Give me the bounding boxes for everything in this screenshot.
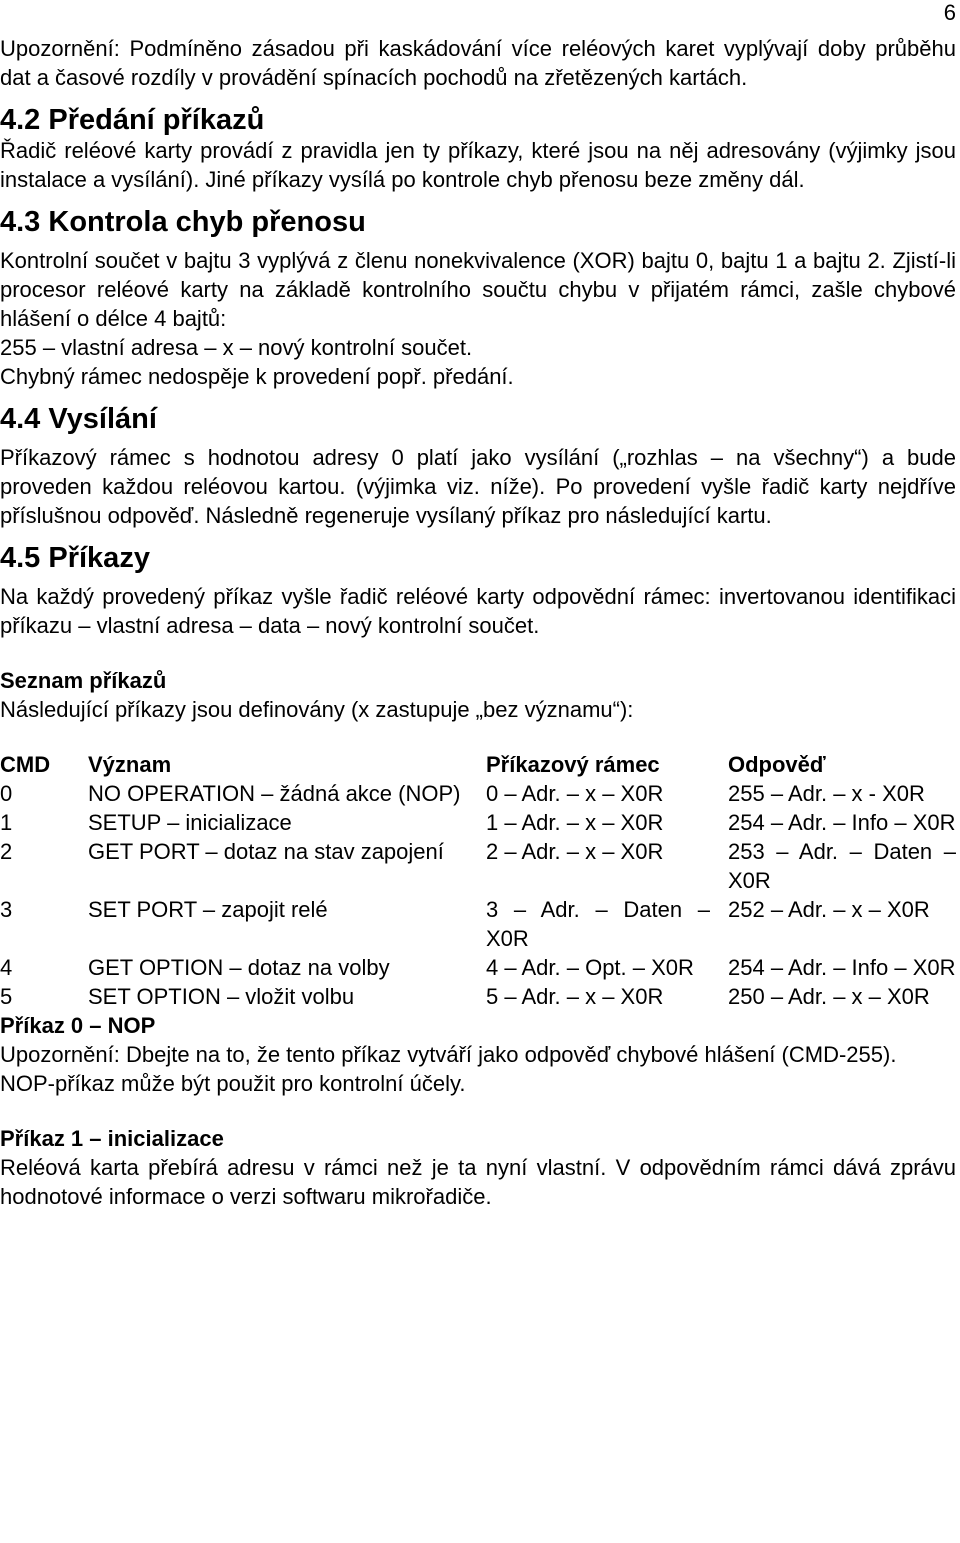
table-row <box>0 895 956 953</box>
table-row <box>0 953 956 982</box>
section-4-2-heading: 4.2 Předání příkazů <box>0 104 265 136</box>
cell-frame: 4 – Adr. – Opt. – X0R <box>486 955 694 980</box>
command-table-header <box>0 750 956 779</box>
cell-meaning: SET PORT – zapojit relé <box>88 897 328 922</box>
cell-response: 254 – Adr. – Info – X0R <box>728 810 956 835</box>
section-4-4-body: Příkazový rámec s hodnotou adresy 0 platí jako vysílání („rozhlas – na všechny“) a bude proveden každou reléovou kartou. (výjimka viz. níže). Po provedení vyšle řadič karty nejdříve příslušnou odpověď. Následně regeneruje vysílaný příkaz pro následující kartu. <box>0 445 956 528</box>
command-table <box>0 750 956 1011</box>
cell-frame: 0 – Adr. – x – X0R <box>486 781 664 806</box>
table-row <box>0 779 956 808</box>
cmd-1-body: Reléová karta přebírá adresu v rámci než je ta nyní vlastní. V odpovědním rámci dává zprávu hodnotové informace o verzi softwaru mikrořadiče. <box>0 1155 956 1209</box>
cell-cmd: 3 <box>0 897 13 922</box>
cell-cmd: 2 <box>0 839 13 864</box>
table-row <box>0 982 956 1011</box>
cell-frame: 2 – Adr. – x – X0R <box>486 839 664 864</box>
section-4-5-heading: 4.5 Příkazy <box>0 542 150 574</box>
column-header-response: Odpověď <box>728 752 826 777</box>
cmd-0-note: Upozornění: Dbejte na to, že tento příkaz vytváří jako odpověď chybové hlášení (CMD-255). <box>0 1042 897 1067</box>
cmd-1-heading: Příkaz 1 – inicializace <box>0 1126 224 1151</box>
section-4-2-body: Řadič reléové karty provádí z pravidla jen ty příkazy, které jsou na něj adresovány (výjimky jsou instalace a vysílání). Jiné příkazy vysílá po kontrole chyb přenosu beze změny dál. <box>0 138 956 192</box>
page-number: 6 <box>943 0 956 25</box>
cmd-0-heading: Příkaz 0 – NOP <box>0 1013 156 1038</box>
column-header-cmd: CMD <box>0 752 51 777</box>
cell-cmd: 4 <box>0 955 13 980</box>
command-list-intro: Následující příkazy jsou definovány (x zastupuje „bez významu“): <box>0 697 634 722</box>
table-row <box>0 808 956 837</box>
cell-meaning: SET OPTION – vložit volbu <box>88 984 355 1009</box>
cell-response: 253 – Adr. – Daten – X0R <box>728 839 956 893</box>
cell-meaning: NO OPERATION – žádná akce (NOP) <box>88 781 461 806</box>
section-4-3-line-result: Chybný rámec nedospěje k provedení popř. předání. <box>0 364 514 389</box>
section-4-3-line-format: 255 – vlastní adresa – x – nový kontrolní součet. <box>0 335 473 360</box>
section-4-4-heading: 4.4 Vysílání <box>0 403 157 435</box>
cell-response: 255 – Adr. – x - X0R <box>728 781 925 806</box>
cell-cmd: 5 <box>0 984 13 1009</box>
cell-response: 252 – Adr. – x – X0R <box>728 897 930 922</box>
cell-response: 254 – Adr. – Info – X0R <box>728 955 956 980</box>
section-4-3-heading: 4.3 Kontrola chyb přenosu <box>0 206 366 238</box>
command-list-heading: Seznam příkazů <box>0 668 167 693</box>
section-4-3-body: Kontrolní součet v bajtu 3 vyplývá z členu nonekvivalence (XOR) bajtu 0, bajtu 1 a bajtu 2. Zjistí-li procesor reléové karty na základě kontrolního součtu chybu v přijatém rámci, zašle chybové hlášení o délce 4 bajtů: <box>0 248 956 331</box>
cell-frame: 1 – Adr. – x – X0R <box>486 810 664 835</box>
column-header-frame: Příkazový rámec <box>486 752 660 777</box>
page-content <box>0 34 956 1211</box>
intro-note: Upozornění: Podmíněno zásadou při kaskádování více reléových karet vyplývají doby průběhu dat a časové rozdíly v provádění spínacích pochodů na zřetězených kartách. <box>0 36 956 90</box>
cell-cmd: 0 <box>0 781 13 806</box>
cell-meaning: GET OPTION – dotaz na volby <box>88 955 390 980</box>
cell-frame: 5 – Adr. – x – X0R <box>486 984 664 1009</box>
table-row <box>0 837 956 895</box>
cell-frame: 3 – Adr. – Daten – X0R <box>486 897 710 951</box>
section-4-5-body: Na každý provedený příkaz vyšle řadič reléové karty odpovědní rámec: invertovanou identifikaci příkazu – vlastní adresa – data – nový kontrolní součet. <box>0 584 956 638</box>
column-header-meaning: Význam <box>88 752 172 777</box>
cell-cmd: 1 <box>0 810 13 835</box>
cell-meaning: SETUP – inicializace <box>88 810 292 835</box>
cell-meaning: GET PORT – dotaz na stav zapojení <box>88 839 444 864</box>
cell-response: 250 – Adr. – x – X0R <box>728 984 930 1009</box>
cmd-0-usage: NOP-příkaz může být použit pro kontrolní účely. <box>0 1071 466 1096</box>
